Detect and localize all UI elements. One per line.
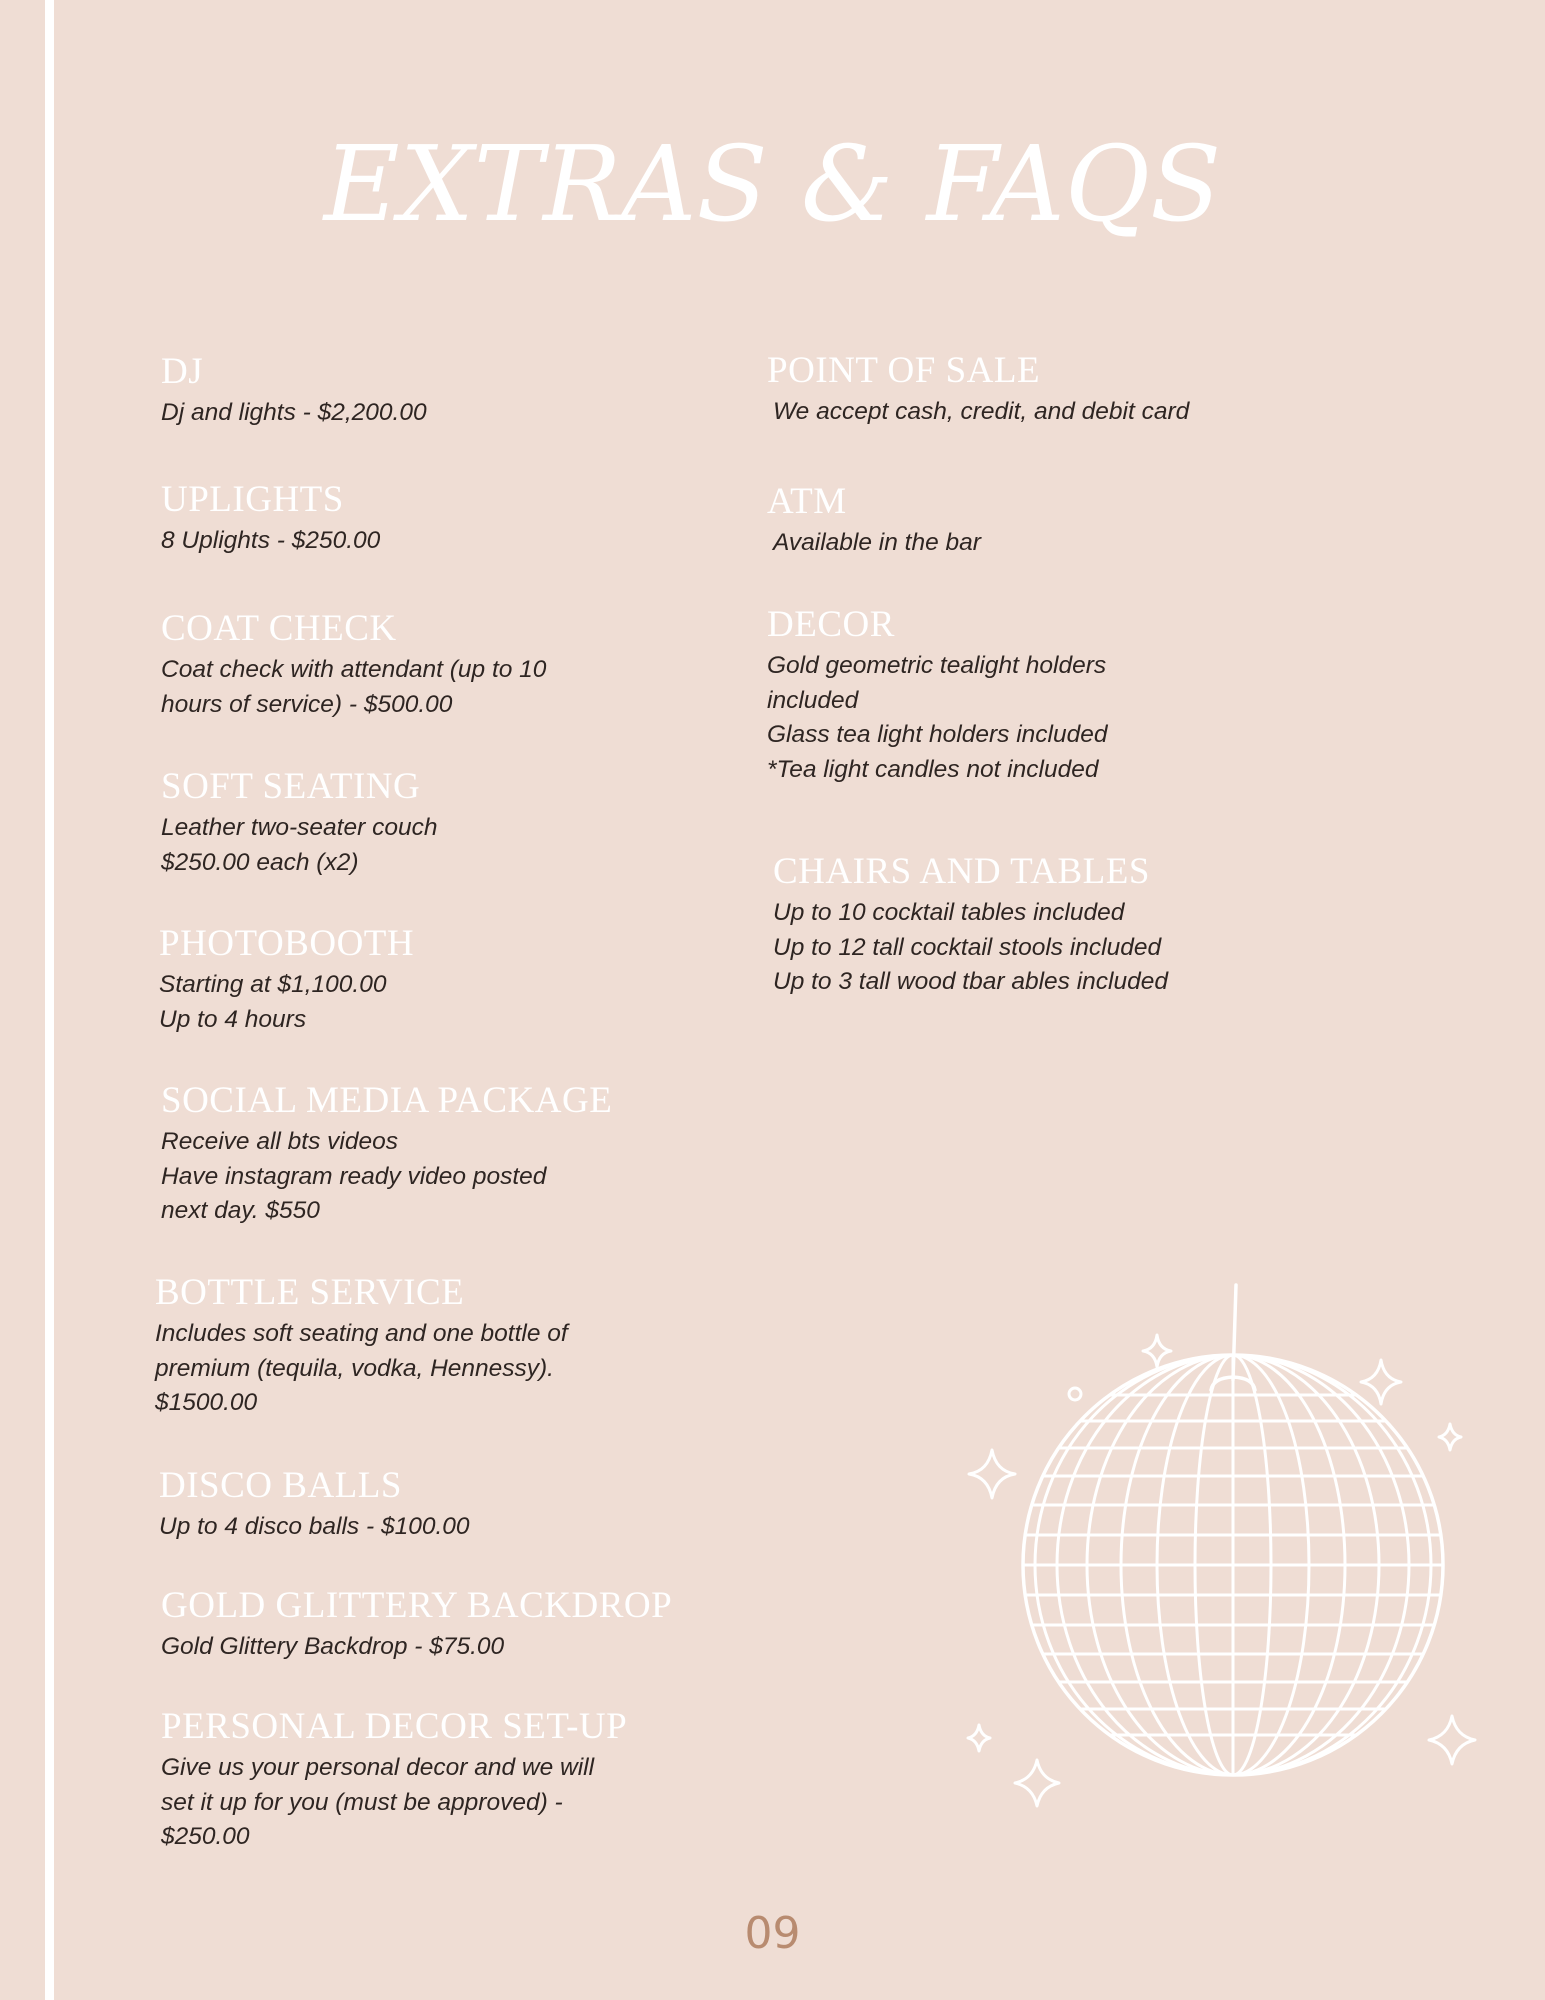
page-number: 09: [744, 1908, 801, 1959]
section-heading: DECOR: [767, 604, 895, 645]
section-decor: [767, 605, 1107, 787]
section-text: Gold Glittery Backdrop - $75.00: [161, 1633, 505, 1660]
section-text: Includes soft seating and one bottle of premium (tequila, vodka, Hennessy). $1500.00: [155, 1320, 568, 1416]
section-disco-balls: [159, 1466, 470, 1545]
section-point-of-sale: [767, 351, 1189, 430]
section-photobooth: [159, 924, 414, 1037]
section-social-media-package: [161, 1081, 612, 1229]
section-text: Dj and lights - $2,200.00: [161, 399, 427, 426]
section-text: Give us your personal decor and we will set it up for you (must be approved) - $250.00: [161, 1754, 595, 1850]
section-heading: CHAIRS AND TABLES: [773, 851, 1150, 892]
section-text: Starting at $1,100.00 Up to 4 hours: [159, 971, 387, 1033]
section-heading: GOLD GLITTERY BACKDROP: [161, 1585, 673, 1626]
disco-ball-icon: [955, 1280, 1490, 1820]
section-atm: [767, 482, 981, 561]
section-text: Available in the bar: [773, 529, 981, 556]
section-text: 8 Uplights - $250.00: [161, 527, 381, 554]
section-coat-check: [161, 609, 546, 722]
section-gold-glittery-backdrop: [161, 1586, 672, 1665]
section-heading: PERSONAL DECOR SET-UP: [161, 1706, 628, 1747]
section-text: Up to 4 disco balls - $100.00: [159, 1513, 470, 1540]
section-text: Gold geometric tealight holders included Glass tea light holders included *Tea light candles not included: [767, 652, 1108, 783]
section-text: Receive all bts videos Have instagram ready video posted next day. $550: [161, 1128, 547, 1224]
page-title: EXTRAS & FAQS: [323, 123, 1222, 245]
section-heading: SOCIAL MEDIA PACKAGE: [161, 1080, 613, 1121]
section-heading: ATM: [767, 481, 847, 522]
left-border-line: [45, 0, 54, 2000]
section-heading: SOFT SEATING: [161, 766, 421, 807]
section-uplights: [161, 480, 380, 559]
section-personal-decor-setup: [161, 1707, 627, 1855]
section-text: Leather two-seater couch $250.00 each (x2): [161, 814, 438, 876]
section-heading: UPLIGHTS: [161, 479, 344, 520]
section-heading: POINT OF SALE: [767, 350, 1041, 391]
section-heading: DISCO BALLS: [159, 1465, 402, 1506]
section-text: We accept cash, credit, and debit card: [773, 398, 1190, 425]
section-chairs-and-tables: [773, 852, 1168, 1000]
section-text: Up to 10 cocktail tables included Up to 12 tall cocktail stools included Up to 3 tall wood tbar ables included: [773, 899, 1168, 995]
section-heading: COAT CHECK: [161, 608, 397, 649]
section-heading: DJ: [161, 351, 204, 392]
section-heading: PHOTOBOOTH: [159, 923, 415, 964]
section-text: Coat check with attendant (up to 10 hours of service) - $500.00: [161, 656, 547, 718]
section-soft-seating: [161, 767, 437, 880]
section-dj: [161, 352, 427, 431]
section-heading: BOTTLE SERVICE: [155, 1272, 465, 1313]
section-bottle-service: [155, 1273, 568, 1421]
